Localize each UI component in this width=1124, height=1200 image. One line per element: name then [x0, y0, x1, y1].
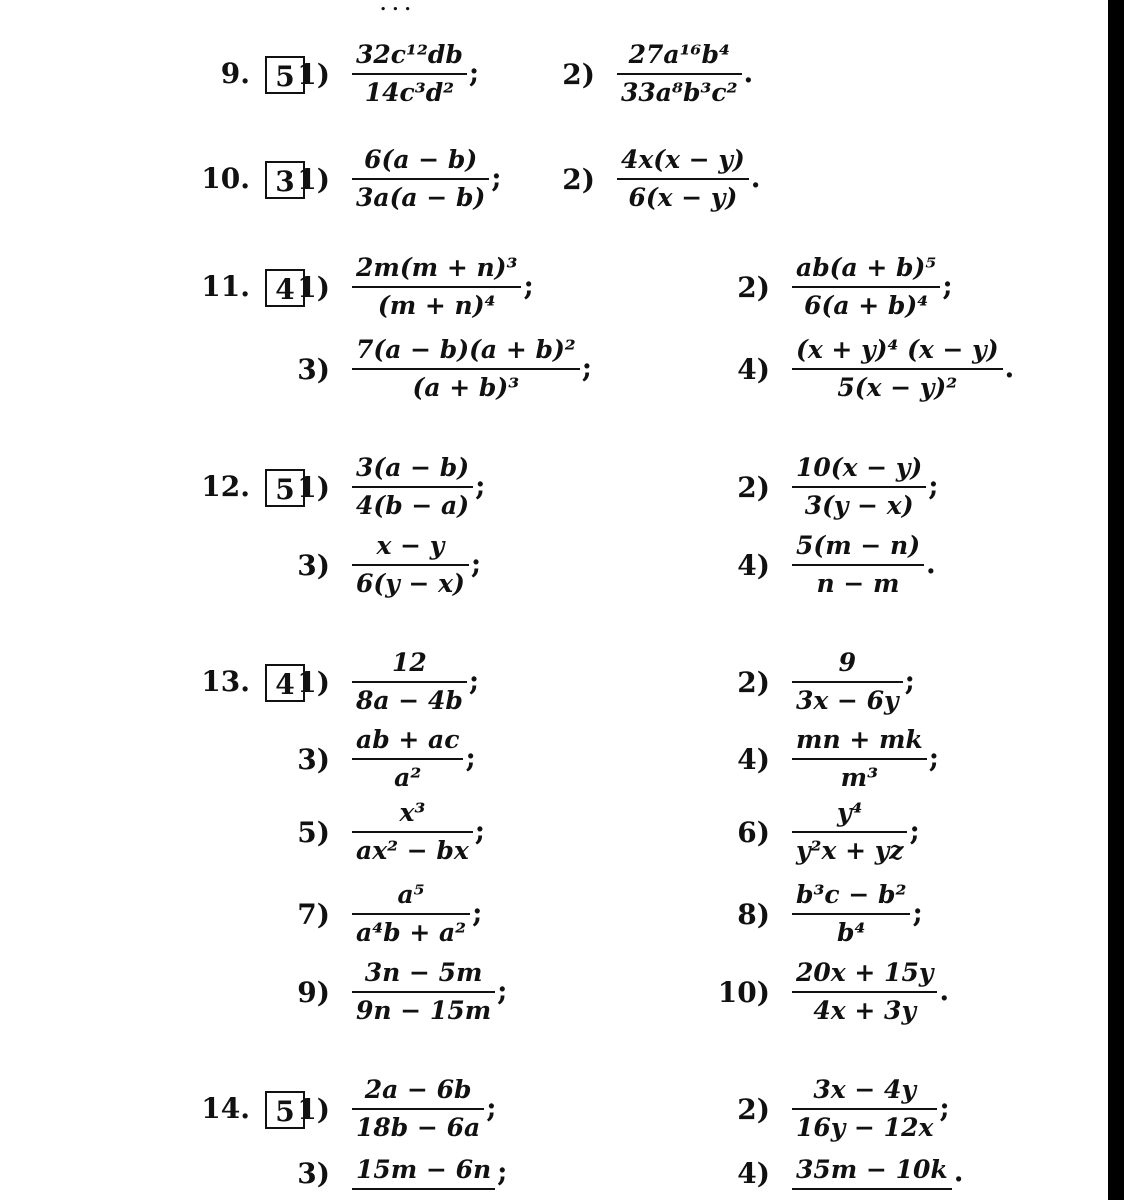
punctuation: ;	[468, 663, 480, 697]
fraction-bar	[792, 758, 927, 760]
exercise-item	[240, 724, 476, 794]
numerator: 27a¹⁶b⁴	[628, 40, 730, 69]
item-label: 4)	[737, 352, 770, 386]
numerator: (x + y)⁴ (x − y)	[796, 335, 999, 364]
item-label: 2)	[737, 665, 770, 699]
denominator: m³	[840, 763, 879, 792]
problem-number: 11.	[201, 270, 250, 303]
item-label: 4)	[737, 1156, 770, 1190]
fraction	[352, 1154, 495, 1192]
fraction-bar	[792, 486, 926, 488]
denominator: 3x − 6y	[796, 686, 899, 715]
fraction-bar	[792, 286, 940, 288]
fraction-bar	[792, 913, 910, 915]
exercise-item	[240, 879, 482, 949]
fraction	[352, 144, 489, 214]
numerator: 5(m − n)	[796, 531, 921, 560]
punctuation: ;	[928, 740, 940, 774]
fraction-bar	[792, 368, 1003, 370]
punctuation: ;	[497, 1154, 508, 1188]
fraction-bar	[617, 178, 749, 180]
item-label: 4)	[737, 742, 770, 776]
punctuation: ;	[491, 160, 502, 194]
numerator: 35m − 10k	[796, 1155, 948, 1184]
item-label: 1)	[297, 1092, 330, 1126]
denominator: b⁴	[837, 918, 866, 947]
fraction	[617, 39, 742, 109]
denominator: 33a⁸b³c²	[621, 78, 738, 107]
exercise-item	[690, 1154, 963, 1192]
fraction-bar	[352, 913, 470, 915]
problem-number: 14.	[201, 1092, 250, 1125]
item-label: 2)	[737, 270, 770, 304]
numerator: ab + ac	[356, 725, 460, 754]
denominator: ax² − bx	[356, 836, 469, 865]
fraction	[792, 530, 924, 600]
fraction	[352, 334, 580, 404]
fraction-bar	[617, 73, 742, 75]
exercise-item	[690, 530, 936, 600]
fraction-bar	[352, 73, 467, 75]
exercise-item	[240, 252, 534, 322]
fraction-bar	[352, 178, 489, 180]
exercise-item	[690, 797, 920, 867]
denominator: (m + n)⁴	[377, 291, 496, 320]
denominator: 6(x − y)	[628, 183, 738, 212]
item-label: 4)	[737, 548, 770, 582]
fraction-bar	[352, 368, 580, 370]
exercise-item	[690, 724, 939, 794]
numerator: 3n − 5m	[364, 958, 483, 987]
fraction-bar	[352, 1188, 495, 1190]
item-label: 1)	[297, 57, 330, 91]
punctuation: .	[939, 973, 950, 1007]
fraction-bar	[352, 564, 469, 566]
fraction-bar	[352, 758, 463, 760]
punctuation: ;	[581, 350, 593, 384]
fraction-bar	[352, 831, 473, 833]
difficulty-box: 4	[265, 664, 305, 702]
denominator: 4x + 3y	[813, 996, 916, 1025]
denominator: 3a(a − b)	[356, 183, 486, 212]
fraction	[792, 879, 910, 949]
item-label: 2)	[562, 57, 595, 91]
punctuation: ;	[468, 55, 480, 89]
numerator: 3(a − b)	[356, 453, 470, 482]
exercise-item	[690, 1074, 950, 1144]
numerator: 10(x − y)	[796, 453, 923, 482]
item-label: 9)	[297, 975, 330, 1009]
fraction	[792, 252, 940, 322]
punctuation: .	[953, 1154, 964, 1188]
denominator: a²	[394, 763, 422, 792]
problem-number: 13.	[201, 665, 250, 698]
item-label: 3)	[297, 352, 330, 386]
exercise-item	[240, 452, 485, 522]
numerator: mn + mk	[796, 725, 923, 754]
difficulty-box: 5	[265, 469, 305, 507]
fraction	[792, 957, 937, 1027]
numerator: b³c − b²	[796, 880, 907, 909]
item-label: 1)	[297, 270, 330, 304]
item-label: 3)	[297, 742, 330, 776]
numerator: ab(a + b)⁵	[796, 253, 937, 282]
punctuation: ;	[928, 468, 939, 502]
numerator: 12	[392, 648, 427, 677]
fraction	[792, 1154, 952, 1192]
denominator: 18b − 6a	[356, 1113, 481, 1142]
item-label: 2)	[737, 1092, 770, 1126]
numerator: 6(a − b)	[364, 145, 478, 174]
denominator: 16y − 12x	[796, 1113, 934, 1142]
exercise-item	[240, 1154, 508, 1192]
denominator: 6(a + b)⁴	[804, 291, 929, 320]
page-edge	[1108, 0, 1124, 1200]
item-label: 10)	[717, 975, 770, 1009]
numerator: 15m − 6n	[356, 1155, 492, 1184]
punctuation: ;	[465, 740, 476, 774]
fraction	[792, 724, 927, 794]
denominator: 4(b − a)	[356, 491, 470, 520]
numerator: 20x + 15y	[796, 958, 934, 987]
item-label: 1)	[297, 162, 330, 196]
denominator: a⁴b + a²	[356, 918, 467, 947]
item-label: 7)	[297, 897, 330, 931]
fraction-bar	[792, 1188, 952, 1190]
numerator: 32c¹²db	[356, 40, 463, 69]
fraction	[792, 1074, 937, 1144]
denominator: 14c³d²	[364, 78, 455, 107]
item-label: 2)	[737, 470, 770, 504]
numerator: y⁴	[836, 798, 863, 827]
item-label: 1)	[297, 665, 330, 699]
fraction-bar	[352, 1108, 484, 1110]
numerator: 9	[838, 648, 856, 677]
punctuation: ;	[475, 468, 486, 502]
numerator: 7(a − b)(a + b)²	[356, 335, 576, 364]
denominator: 8a − 4b	[356, 686, 463, 715]
numerator: 3x − 4y	[813, 1075, 916, 1104]
fraction-bar	[792, 831, 907, 833]
punctuation: ;	[486, 1090, 497, 1124]
exercise-item	[515, 144, 761, 214]
fraction	[352, 724, 463, 794]
exercise-item	[240, 1074, 497, 1144]
fraction	[352, 530, 469, 600]
exercise-item	[515, 39, 753, 109]
fraction-bar	[352, 486, 473, 488]
denominator: 9n − 15m	[356, 996, 492, 1025]
exercise-item	[690, 334, 1014, 404]
exercise-item	[240, 334, 592, 404]
fraction	[352, 252, 521, 322]
fraction	[792, 797, 907, 867]
punctuation: ;	[497, 973, 508, 1007]
exercise-item	[690, 452, 939, 522]
fraction-bar	[792, 564, 924, 566]
fraction	[352, 797, 473, 867]
exercise-item	[240, 957, 508, 1027]
fraction	[352, 957, 495, 1027]
numerator: 2a − 6b	[364, 1075, 472, 1104]
item-label: 3)	[297, 548, 330, 582]
problem-number: 10.	[201, 162, 250, 195]
fraction-bar	[792, 1108, 937, 1110]
numerator: a⁵	[397, 880, 425, 909]
exercise-item	[240, 144, 502, 214]
denominator: 5(x − y)²	[837, 373, 958, 402]
numerator: 2m(m + n)³	[356, 253, 518, 282]
fraction-bar	[352, 681, 467, 683]
problem-number: 12.	[201, 470, 250, 503]
item-label: 6)	[737, 815, 770, 849]
fraction	[352, 452, 473, 522]
fraction	[352, 39, 467, 109]
punctuation: ;	[904, 663, 915, 697]
fraction	[792, 334, 1003, 404]
denominator: 6(y − x)	[356, 569, 465, 598]
exercise-item	[690, 647, 915, 717]
punctuation: ;	[912, 895, 923, 929]
punctuation: .	[743, 55, 754, 89]
punctuation: ;	[472, 895, 483, 929]
numerator: x³	[399, 798, 426, 827]
punctuation: ;	[909, 813, 920, 847]
problem-number: 9.	[220, 57, 250, 90]
item-label: 1)	[297, 470, 330, 504]
difficulty-box: 4	[265, 269, 305, 307]
fraction-bar	[352, 991, 495, 993]
denominator: n − m	[816, 569, 900, 598]
item-label: 2)	[562, 162, 595, 196]
fraction-bar	[352, 286, 521, 288]
denominator: 3(y − x)	[804, 491, 914, 520]
numerator: x − y	[376, 531, 445, 560]
cropped-top-text: ...	[380, 0, 417, 15]
fraction	[792, 452, 926, 522]
item-label: 3)	[297, 1156, 330, 1190]
denominator: y²x + yz	[796, 836, 904, 865]
exercise-item	[240, 530, 481, 600]
punctuation: ;	[470, 546, 482, 580]
fraction-bar	[792, 681, 903, 683]
fraction	[617, 144, 749, 214]
punctuation: .	[926, 546, 936, 580]
difficulty-box: 5	[265, 1091, 305, 1129]
punctuation: ;	[523, 268, 534, 302]
exercise-item	[690, 957, 949, 1027]
item-label: 8)	[737, 897, 770, 931]
difficulty-box: 3	[265, 161, 305, 199]
exercise-item	[240, 39, 479, 109]
punctuation: .	[1004, 350, 1015, 384]
exercise-item	[690, 879, 923, 949]
fraction	[352, 647, 467, 717]
punctuation: .	[750, 160, 761, 194]
exercise-item	[690, 252, 953, 322]
numerator: 4x(x − y)	[621, 145, 745, 174]
exercise-item	[240, 647, 479, 717]
fraction	[792, 647, 903, 717]
item-label: 5)	[297, 815, 330, 849]
difficulty-box: 5	[265, 56, 305, 94]
exercise-item	[240, 797, 485, 867]
fraction	[352, 879, 470, 949]
punctuation: ;	[474, 813, 486, 847]
fraction-bar	[792, 991, 937, 993]
fraction	[352, 1074, 484, 1144]
punctuation: ;	[942, 268, 953, 302]
denominator: (a + b)³	[412, 373, 520, 402]
punctuation: ;	[939, 1090, 950, 1124]
